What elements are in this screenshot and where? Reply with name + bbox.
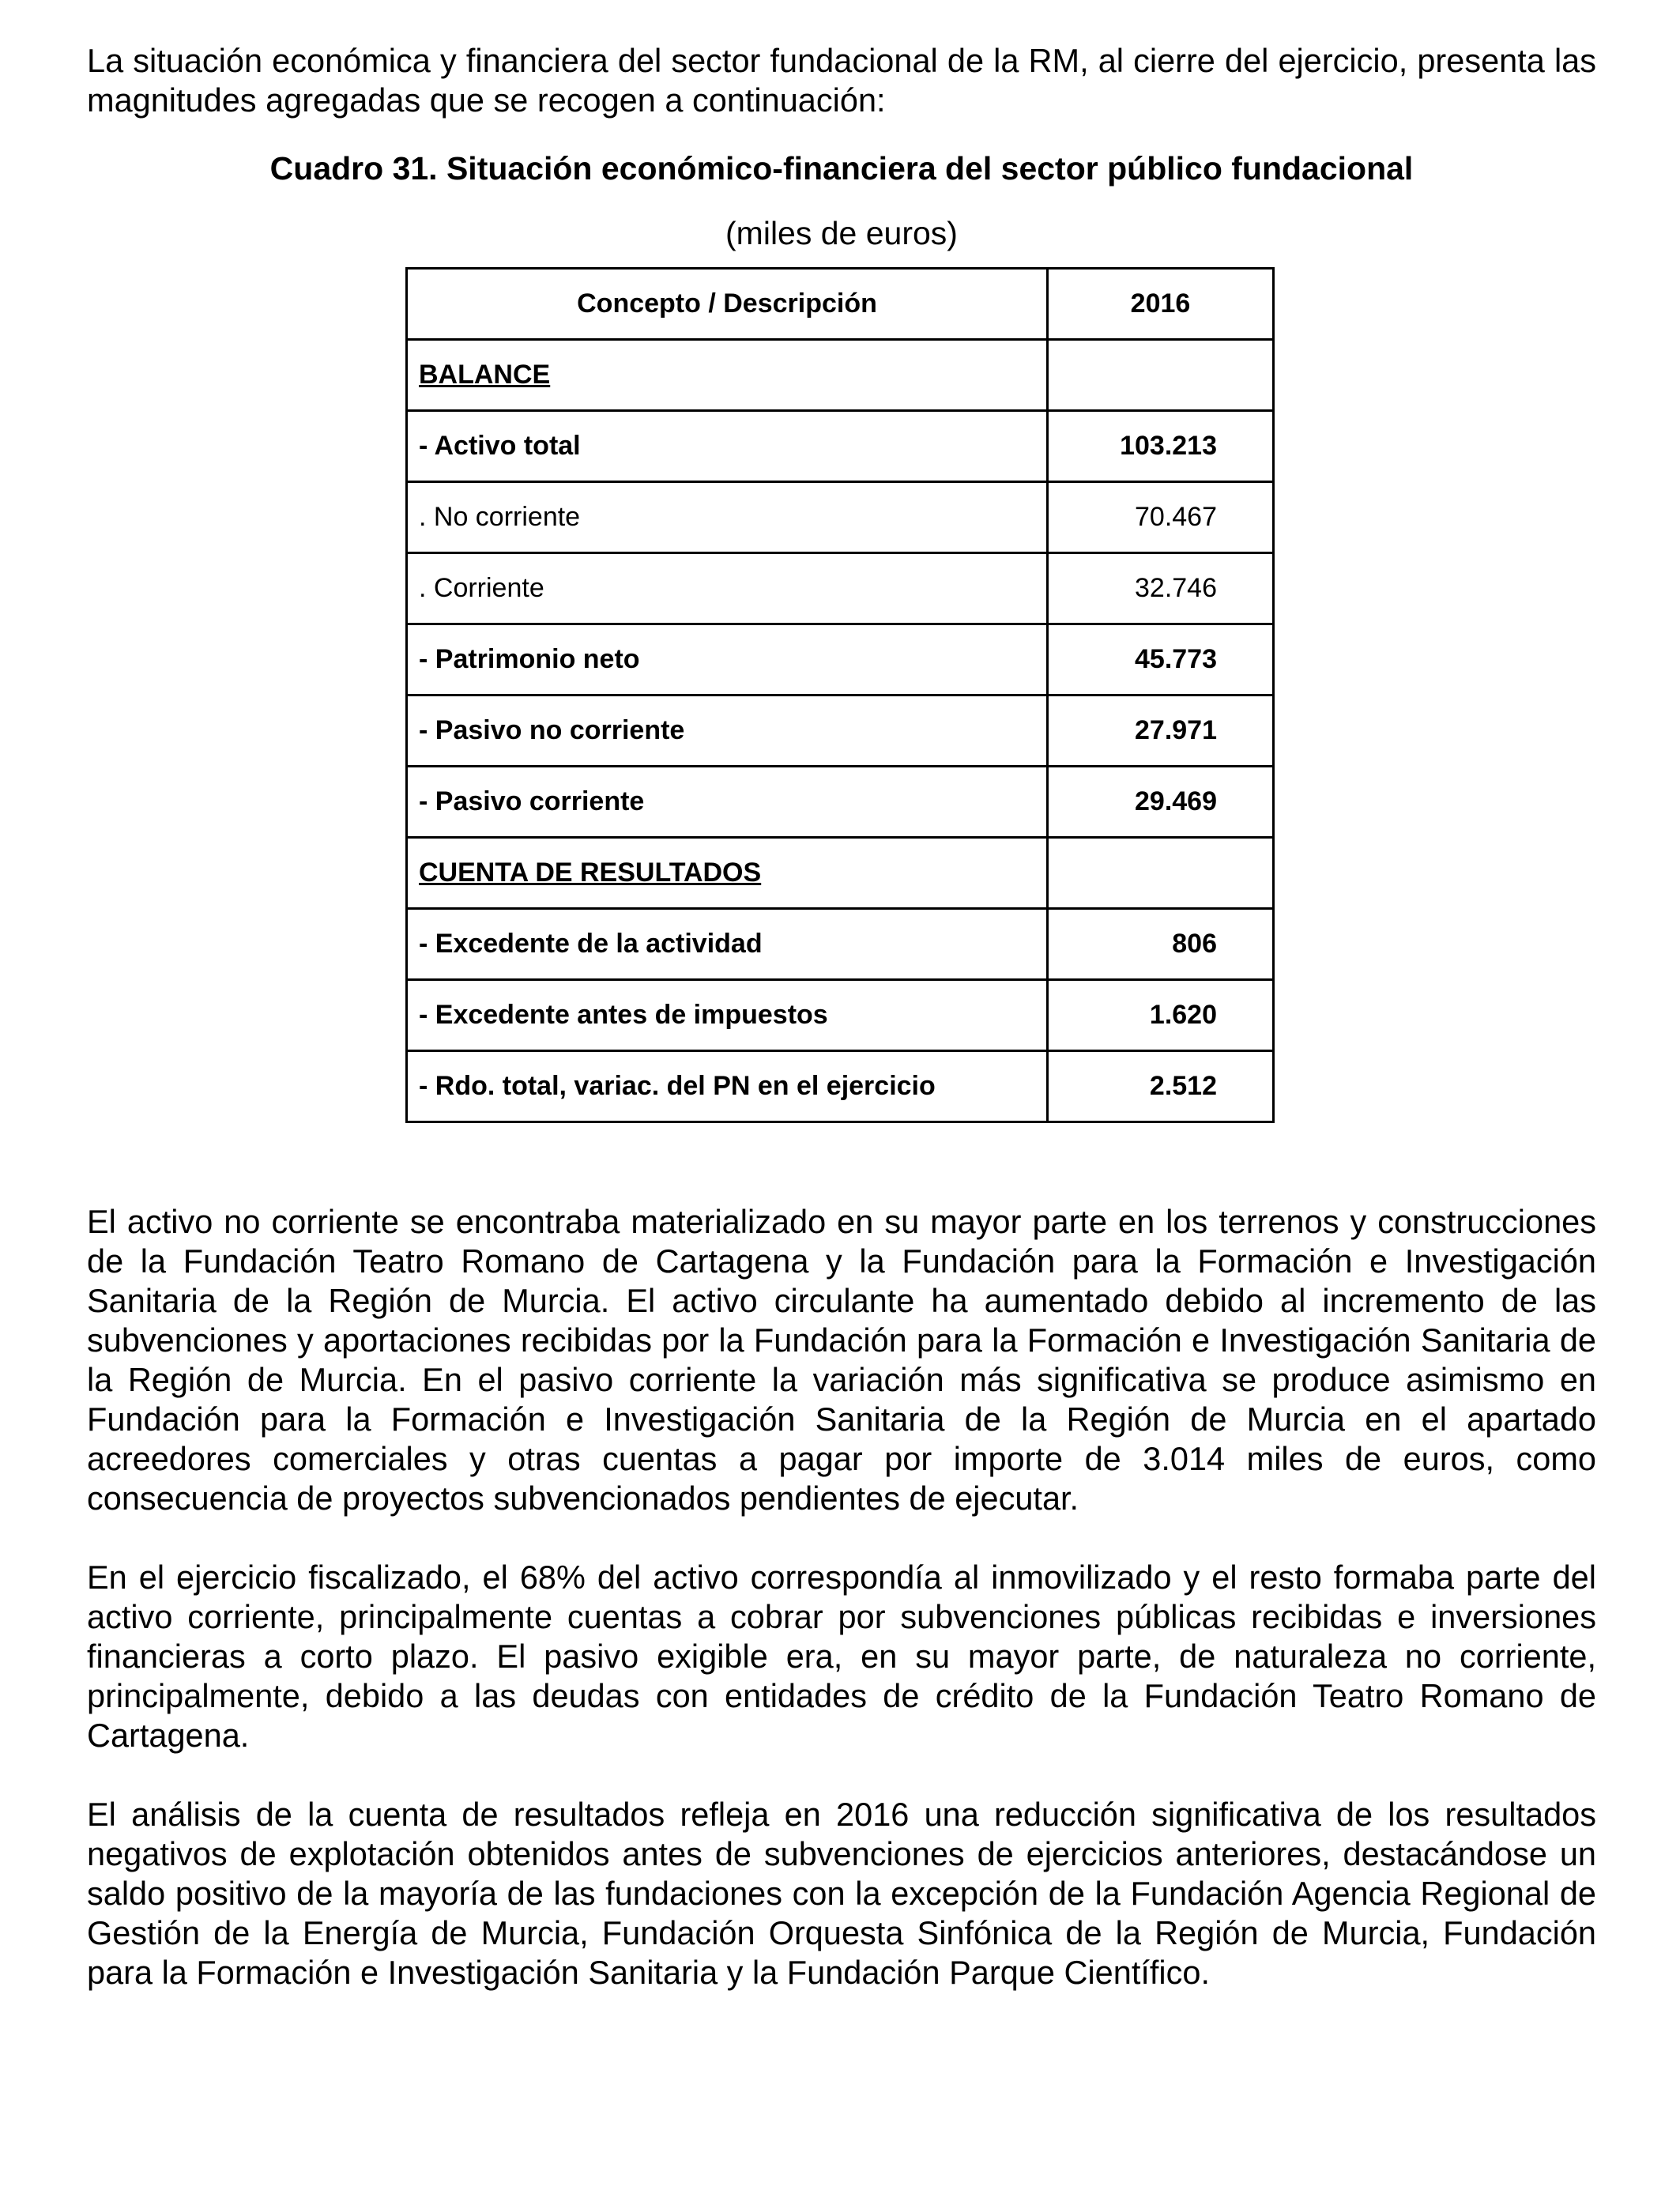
table-row — [407, 696, 1274, 767]
table-row — [407, 767, 1274, 838]
row-value: 806 — [1048, 909, 1274, 980]
row-label: - Pasivo corriente — [407, 767, 1048, 838]
row-value: 70.467 — [1048, 482, 1274, 553]
row-value: 45.773 — [1048, 624, 1274, 696]
table-row — [407, 838, 1274, 909]
row-label: - Activo total — [407, 411, 1048, 482]
row-value: 27.971 — [1048, 696, 1274, 767]
table-row — [407, 482, 1274, 553]
row-label: - Rdo. total, variac. del PN en el ejercicio — [407, 1051, 1048, 1122]
row-value: 103.213 — [1048, 411, 1274, 482]
body-paragraphs — [87, 1202, 1596, 1992]
section-label: CUENTA DE RESULTADOS — [407, 838, 1048, 909]
table-row — [407, 340, 1274, 411]
table-caption: Cuadro 31. Situación económico-financiera del sector público fundacional — [269, 150, 1414, 187]
table-row — [407, 411, 1274, 482]
table-row — [407, 909, 1274, 980]
table-units: (miles de euros) — [725, 215, 958, 251]
table-row — [407, 624, 1274, 696]
row-value: 29.469 — [1048, 767, 1274, 838]
row-label: - Excedente de la actividad — [407, 909, 1048, 980]
document-page — [87, 41, 1596, 2032]
row-value — [1048, 838, 1274, 909]
body-paragraph: El activo no corriente se encontraba materializado en su mayor parte en los terrenos y construcciones de la Fundación Teatro Romano de Cartagena y la Fundación para la Formación e Investigación Sanitaria de la Región de Murcia. El activo circulante ha aumentado debido al incremento de las subvenciones y aportaciones recibidas por la Fundación para la Formación e Investigación Sanitaria de la Región de Murcia. En el pasivo corriente la variación más significativa se produce asimismo en Fundación para la Formación e Investigación Sanitaria de la Región de Murcia en el apartado acreedores comerciales y otras cuentas a pagar por importe de 3.014 miles de euros, como consecuencia de proyectos subvencionados pendientes de ejecutar. — [87, 1203, 1596, 1517]
table-row — [407, 980, 1274, 1051]
section-label: BALANCE — [407, 340, 1048, 411]
row-value: 32.746 — [1048, 553, 1274, 624]
table-header-row — [407, 269, 1274, 340]
row-value: 1.620 — [1048, 980, 1274, 1051]
body-paragraph: En el ejercicio fiscalizado, el 68% del activo correspondía al inmovilizado y el resto formaba parte del activo corriente, principalmente cuentas a cobrar por subvenciones públicas recibidas e inversiones financieras a corto plazo. El pasivo exigible era, en su mayor parte, de naturaleza no corriente, principalmente, debido a las deudas con entidades de crédito de la Fundación Teatro Romano de Cartagena. — [87, 1559, 1596, 1754]
table-row — [407, 1051, 1274, 1122]
row-label: - Pasivo no corriente — [407, 696, 1048, 767]
row-label: - Excedente antes de impuestos — [407, 980, 1048, 1051]
row-value — [1048, 340, 1274, 411]
row-value: 2.512 — [1048, 1051, 1274, 1122]
table-body — [407, 340, 1274, 1122]
column-header-year: 2016 — [1048, 269, 1274, 340]
financial-table — [405, 267, 1275, 1123]
row-label: . Corriente — [407, 553, 1048, 624]
intro-paragraph: La situación económica y financiera del sector fundacional de la RM, al cierre del ejercicio, presenta las magnitudes agregadas que se recogen a continuación: — [87, 42, 1596, 119]
row-label: - Patrimonio neto — [407, 624, 1048, 696]
body-paragraph: El análisis de la cuenta de resultados refleja en 2016 una reducción significativa de los resultados negativos de explotación obtenidos antes de subvenciones de ejercicios anteriores, destacándose un saldo positivo de la mayoría de las fundaciones con la excepción de la Fundación Agencia Regional de Gestión de la Energía de Murcia, Fundación Orquesta Sinfónica de la Región de Murcia, Fundación para la Formación e Investigación Sanitaria y la Fundación Parque Científico. — [87, 1796, 1596, 1991]
table-row — [407, 553, 1274, 624]
column-header-concept: Concepto / Descripción — [407, 269, 1048, 340]
row-label: . No corriente — [407, 482, 1048, 553]
